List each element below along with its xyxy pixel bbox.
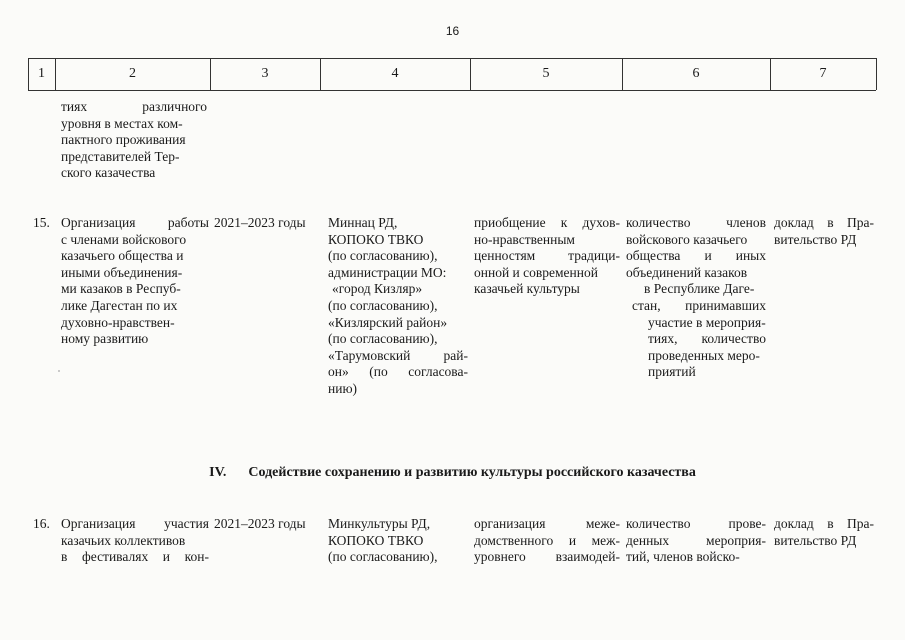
text-line: с членами войскового bbox=[61, 231, 187, 247]
indicator-cell bbox=[626, 215, 766, 381]
text-line: он» (по согласова- bbox=[328, 364, 468, 380]
text-line: но-нравственным bbox=[474, 231, 575, 247]
text-line: вительство РД bbox=[774, 231, 857, 247]
text-line: духовно-нравствен- bbox=[61, 314, 175, 330]
text-line: КОПОКО ТВКО bbox=[328, 532, 424, 548]
text-line: КОПОКО ТВКО bbox=[328, 231, 424, 247]
text-line: 2021–2023 годы bbox=[214, 516, 306, 531]
text-line: казачьих коллективов bbox=[61, 532, 186, 548]
text-line: домственного и меж- bbox=[474, 532, 620, 548]
text-line: Миннац РД, bbox=[328, 215, 398, 230]
text-line: «Тарумовский рай- bbox=[328, 347, 468, 363]
text-line: общества и иных bbox=[626, 248, 766, 264]
header-col-3: 3 bbox=[261, 66, 269, 81]
text-line: Организация работы bbox=[61, 215, 209, 230]
row-number: 16. bbox=[33, 516, 50, 531]
header-col-6: 6 bbox=[692, 66, 700, 81]
continuation-cell bbox=[61, 99, 207, 182]
text-line: тий, членов войско- bbox=[626, 549, 740, 565]
text-line: лике Дагестан по их bbox=[61, 297, 178, 313]
text-line: 2021–2023 годы bbox=[214, 215, 306, 230]
measure-name-cell bbox=[61, 516, 209, 566]
text-line: (по согласованию), bbox=[328, 549, 438, 565]
indicator-cell bbox=[626, 516, 766, 566]
text-line: администрации МО: bbox=[328, 264, 447, 280]
text-line: приобщение к духов- bbox=[474, 215, 620, 230]
report-cell bbox=[774, 516, 874, 549]
text-line: войскового казачьего bbox=[626, 231, 748, 247]
text-line: уровня в местах ком- bbox=[61, 115, 183, 131]
text-line: тиях различного bbox=[61, 99, 207, 114]
text-line: количество прове- bbox=[626, 516, 766, 531]
text-line: (по согласованию), bbox=[328, 297, 438, 313]
scan-speck bbox=[58, 370, 60, 372]
period-cell bbox=[214, 516, 320, 533]
text-line: (по согласованию), bbox=[328, 331, 438, 347]
text-line: ному развитию bbox=[61, 331, 149, 347]
text-line: доклад в Пра- bbox=[774, 516, 874, 531]
header-bottom-rule bbox=[28, 90, 876, 91]
text-line: Минкультуры РД, bbox=[328, 516, 431, 531]
report-cell bbox=[774, 215, 874, 248]
text-line: доклад в Пра- bbox=[774, 215, 874, 230]
text-line: «город Кизляр» bbox=[332, 281, 423, 297]
measure-name-cell bbox=[61, 215, 209, 348]
text-line: организация меже- bbox=[474, 516, 620, 531]
text-line: уровнего взаимодей- bbox=[474, 549, 620, 565]
text-line: тиях, количество bbox=[648, 331, 766, 347]
text-line: казачьего общества и bbox=[61, 248, 184, 264]
text-line: онной и современной bbox=[474, 264, 598, 280]
text-line: приятий bbox=[648, 364, 696, 380]
text-line: денных мероприя- bbox=[626, 532, 766, 548]
text-line: нию) bbox=[328, 380, 358, 396]
text-line: (по согласованию), bbox=[328, 248, 438, 264]
text-line: объединений казаков bbox=[626, 264, 748, 280]
text-line: в Республике Даге- bbox=[644, 281, 755, 297]
header-col-2: 2 bbox=[129, 66, 136, 81]
text-line: количество членов bbox=[626, 215, 766, 230]
page-number: 16 bbox=[445, 24, 460, 38]
header-col-1: 1 bbox=[38, 66, 45, 81]
responsible-cell bbox=[328, 215, 468, 398]
section-heading bbox=[0, 465, 905, 481]
header-divider bbox=[876, 58, 877, 90]
text-line: участие в мероприя- bbox=[648, 314, 766, 330]
text-line: ского казачества bbox=[61, 165, 156, 181]
section-number: IV. bbox=[209, 465, 227, 480]
text-line: Организация участия bbox=[61, 516, 209, 531]
text-line: в фестивалях и кон- bbox=[61, 549, 209, 565]
text-line: «Кизлярский район» bbox=[328, 314, 448, 330]
responsible-cell bbox=[328, 516, 468, 566]
section-title: Содействие сохранению и развитию культуры российского казачества bbox=[248, 465, 696, 480]
text-line: ценностям традици- bbox=[474, 248, 620, 264]
text-line: казачьей культуры bbox=[474, 281, 580, 297]
text-line: стан, принимавших bbox=[632, 297, 766, 313]
header-col-5: 5 bbox=[542, 66, 550, 81]
result-cell bbox=[474, 516, 620, 566]
text-line: представителей Тер- bbox=[61, 148, 180, 164]
text-line: проведенных меро- bbox=[648, 347, 760, 363]
text-line: вительство РД bbox=[774, 532, 857, 548]
header-col-7: 7 bbox=[819, 66, 827, 81]
period-cell bbox=[214, 215, 320, 232]
row-number: 15. bbox=[33, 215, 50, 230]
text-line: пактного проживания bbox=[61, 132, 186, 148]
text-line: иными объединения- bbox=[61, 264, 183, 280]
text-line: ми казаков в Респуб- bbox=[61, 281, 181, 297]
header-col-4: 4 bbox=[391, 66, 399, 81]
header-top-rule bbox=[28, 58, 876, 59]
result-cell bbox=[474, 215, 620, 298]
